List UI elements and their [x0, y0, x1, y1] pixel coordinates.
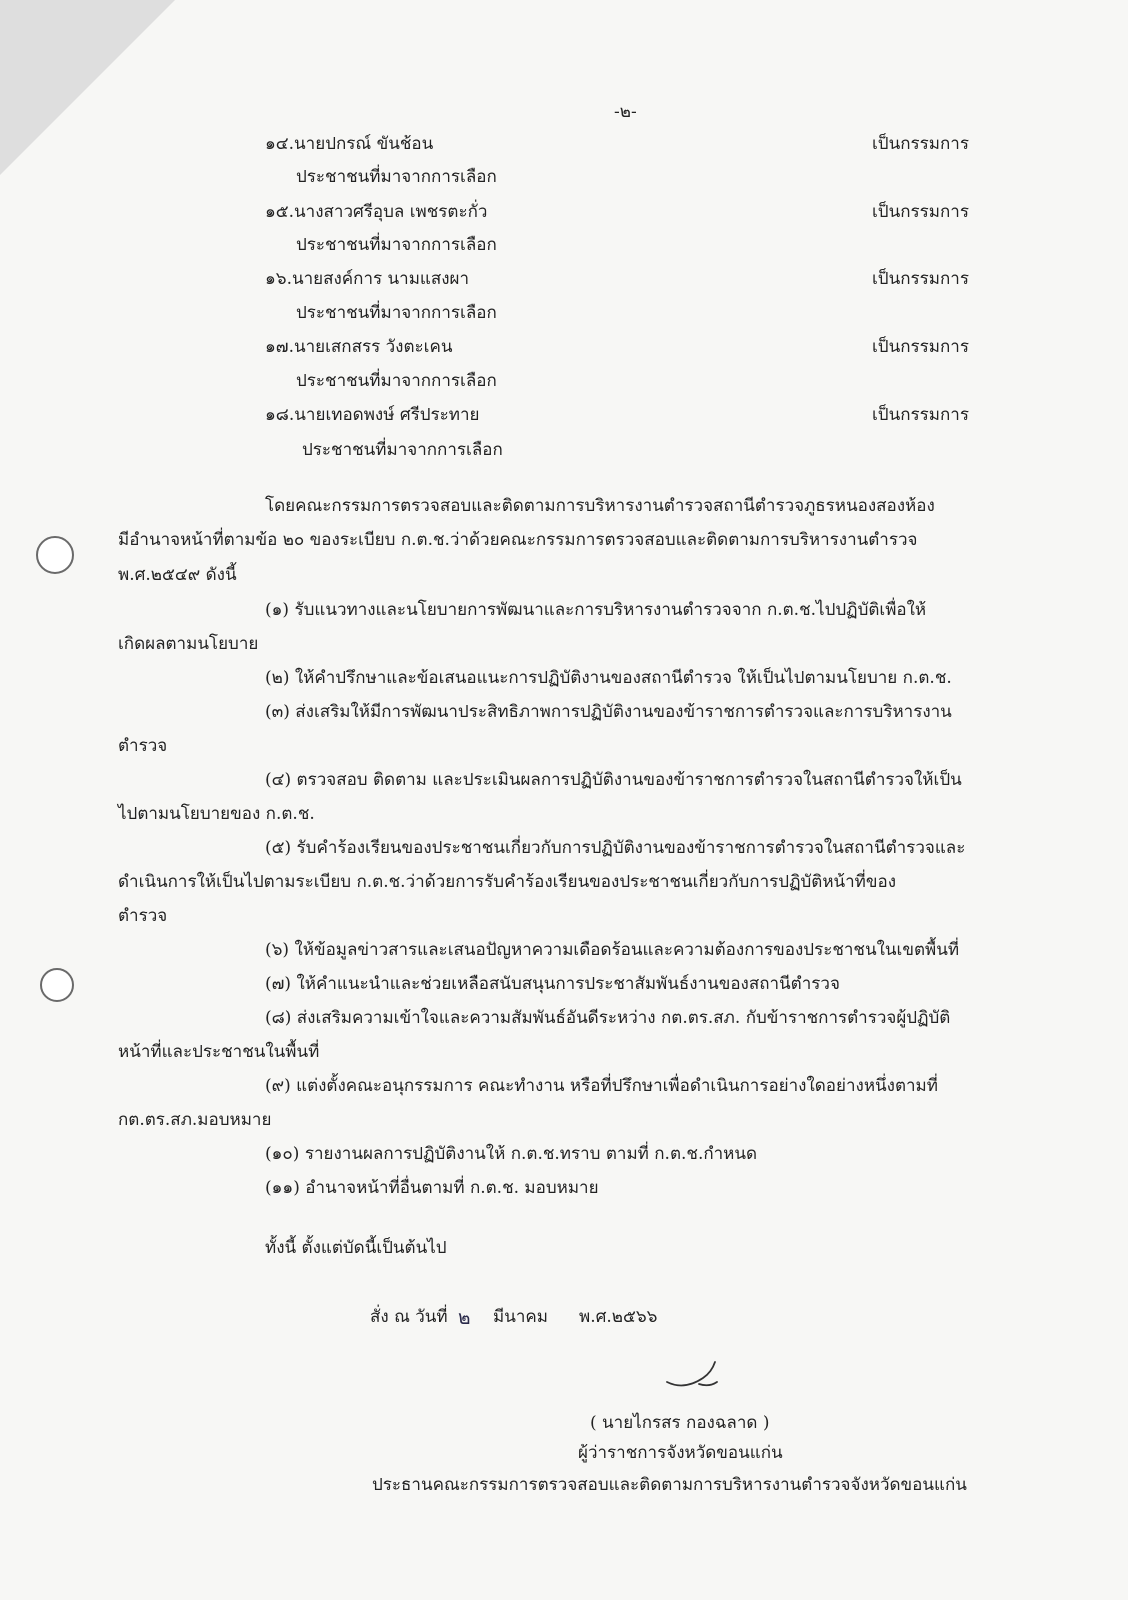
duty-item: (๗) ให้คำแนะนำและช่วยเหลือสนับสนุนการประชาสัมพันธ์งานของสถานีตำรวจ: [265, 974, 840, 994]
member-detail: ประชาชนที่มาจากการเลือก: [296, 371, 497, 391]
intro-line: มีอำนาจหน้าที่ตามข้อ ๒๐ ของระเบียบ ก.ต.ช.ว่าด้วยคณะกรรมการตรวจสอบและติดตามการบริหารงานตำรวจ: [118, 530, 918, 550]
duty-item: (๑) รับแนวทางและนโยบายการพัฒนาและการบริหารงานตำรวจจาก ก.ต.ช.ไปปฏิบัติเพื่อให้: [265, 600, 927, 620]
intro-line: พ.ศ.๒๕๔๙ ดังนี้: [118, 565, 237, 585]
duty-continuation: ตำรวจ: [118, 906, 168, 926]
member-name: ๑๘.นายเทอดพงษ์ ศรีประทาย: [265, 405, 480, 425]
signer-chair-title: ประธานคณะกรรมการตรวจสอบและติดตามการบริหารงานตำรวจจังหวัดขอนแก่น: [372, 1475, 967, 1495]
member-role: เป็นกรรมการ: [872, 337, 969, 357]
member-detail: ประชาชนที่มาจากการเลือก: [296, 167, 497, 187]
date-year: พ.ศ.๒๕๖๖: [579, 1307, 658, 1327]
duty-continuation: หน้าที่และประชาชนในพื้นที่: [118, 1042, 320, 1062]
signer-position: ผู้ว่าราชการจังหวัดขอนแก่น: [578, 1443, 783, 1463]
duty-item: (๘) ส่งเสริมความเข้าใจและความสัมพันธ์อันดีระหว่าง กต.ตร.สภ. กับข้าราชการตำรวจผู้ปฏิบัติ: [265, 1008, 951, 1028]
member-detail: ประชาชนที่มาจากการเลือก: [302, 440, 503, 460]
duty-item: (๑๐) รายงานผลการปฏิบัติงานให้ ก.ต.ช.ทราบ ตามที่ ก.ต.ช.กำหนด: [265, 1144, 758, 1164]
duty-item: (๔) ตรวจสอบ ติดตาม และประเมินผลการปฏิบัติงานของข้าราชการตำรวจในสถานีตำรวจให้เป็น: [265, 770, 962, 790]
folded-corner: [0, 0, 175, 175]
duty-item: (๕) รับคำร้องเรียนของประชาชนเกี่ยวกับการปฏิบัติงานของข้าราชการตำรวจในสถานีตำรวจและ: [265, 838, 966, 858]
member-detail: ประชาชนที่มาจากการเลือก: [296, 235, 497, 255]
member-role: เป็นกรรมการ: [872, 134, 969, 154]
duty-continuation: ตำรวจ: [118, 736, 168, 756]
member-role: เป็นกรรมการ: [872, 202, 969, 222]
duty-continuation: ดำเนินการให้เป็นไปตามระเบียบ ก.ต.ช.ว่าด้วยการรับคำร้องเรียนของประชาชนเกี่ยวกับการปฏิบัติหน้าที่ของ: [118, 872, 897, 892]
date-day: ๒: [458, 1307, 471, 1329]
punch-hole-bottom: [40, 968, 74, 1002]
member-name: ๑๔.นายปกรณ์ ขันช้อน: [265, 134, 434, 154]
duty-continuation: กต.ตร.สภ.มอบหมาย: [118, 1110, 272, 1130]
duty-item: (๓) ส่งเสริมให้มีการพัฒนาประสิทธิภาพการปฏิบัติงานของข้าราชการตำรวจและการบริหารงาน: [265, 702, 952, 722]
duty-item: (๑๑) อำนาจหน้าที่อื่นตามที่ ก.ต.ช. มอบหมาย: [265, 1178, 599, 1198]
duty-continuation: เกิดผลตามนโยบาย: [118, 634, 259, 654]
date-prefix: สั่ง ณ วันที่: [370, 1307, 448, 1327]
intro-line: โดยคณะกรรมการตรวจสอบและติดตามการบริหารงานตำรวจสถานีตำรวจภูธรหนองสองห้อง: [265, 496, 935, 516]
duty-item: (๙) แต่งตั้งคณะอนุกรรมการ คณะทำงาน หรือที่ปรึกษาเพื่อดำเนินการอย่างใดอย่างหนึ่งตามที่: [265, 1076, 938, 1096]
member-name: ๑๗.นายเสกสรร วังตะเคน: [265, 337, 453, 357]
date-month: มีนาคม: [493, 1307, 548, 1327]
signer-name: ( นายไกรสร กองฉลาด ): [590, 1413, 770, 1433]
member-detail: ประชาชนที่มาจากการเลือก: [296, 303, 497, 323]
member-role: เป็นกรรมการ: [872, 269, 969, 289]
member-name: ๑๕.นางสาวศรีอุบล เพชรตะกั่ว: [265, 202, 488, 222]
duty-continuation: ไปตามนโยบายของ ก.ต.ช.: [118, 804, 315, 824]
duty-item: (๖) ให้ข้อมูลข่าวสารและเสนอปัญหาความเดือดร้อนและความต้องการของประชาชนในเขตพื้นที่: [265, 940, 960, 960]
member-role: เป็นกรรมการ: [872, 405, 969, 425]
duty-item: (๒) ให้คำปรึกษาและข้อเสนอแนะการปฏิบัติงานของสถานีตำรวจ ให้เป็นไปตามนโยบาย ก.ต.ช.: [265, 668, 952, 688]
effective-clause: ทั้งนี้ ตั้งแต่บัดนี้เป็นต้นไป: [265, 1238, 447, 1258]
member-name: ๑๖.นายสงค์การ นามแสงผา: [265, 269, 470, 289]
punch-hole-top: [36, 536, 74, 574]
signature-mark: [663, 1356, 723, 1396]
page-number: -๒-: [614, 102, 637, 122]
